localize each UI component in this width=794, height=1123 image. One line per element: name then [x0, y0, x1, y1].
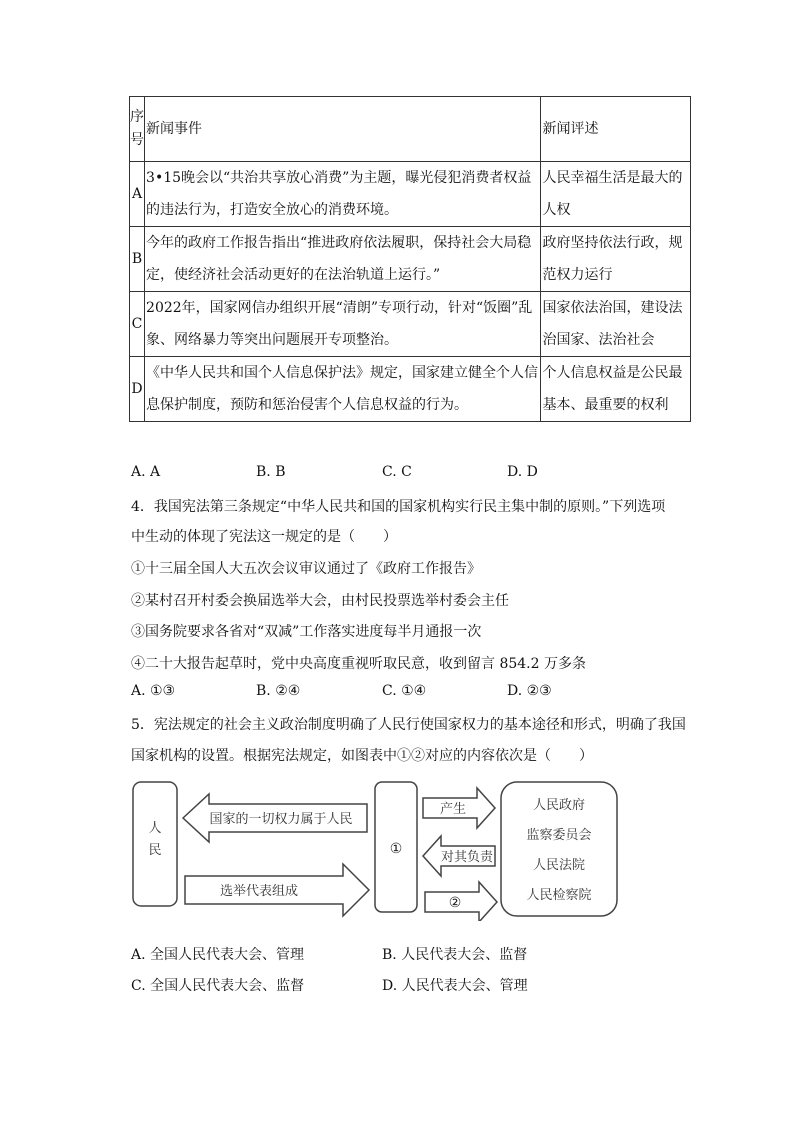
q5-option-a[interactable]: A. 全国人民代表大会、管理 [131, 947, 305, 963]
table-header-row [130, 97, 691, 162]
q4-option-c[interactable]: C. ①④ [382, 683, 427, 699]
organ-procuratorate: 人民检察院 [526, 888, 592, 903]
row-comment: 个人信息权益是公民最基本、最重要的权利 [541, 357, 691, 422]
row-seq: A [130, 162, 145, 227]
q3-option-a[interactable]: A. A [131, 464, 161, 480]
header-comment: 新闻评述 [541, 97, 691, 162]
table-row [130, 292, 691, 357]
diagram-svg [131, 776, 621, 921]
q3-option-d[interactable]: D. D [507, 464, 538, 480]
q5-stem-line1: 5．宪法规定的社会主义政治制度明确了人民行使国家权力的基本途径和形式，明确了我国 [131, 717, 686, 733]
q4-option-a[interactable]: A. ①③ [131, 683, 176, 699]
state-organs-diagram [131, 776, 621, 921]
table-row [130, 357, 691, 422]
responsible-label: 对其负责 [440, 850, 494, 865]
q4-option-b[interactable]: B. ②④ [256, 683, 301, 699]
q4-item-1: ①十三届全国人大五次会议审议通过了《政府工作报告》 [131, 561, 481, 577]
people-label-char2: 民 [148, 843, 162, 858]
q5-option-b[interactable]: B. 人民代表大会、监督 [382, 947, 528, 963]
row-seq: C [130, 292, 145, 357]
row-event: 3•15晚会以“共治共享放心消费”为主题，曝光侵犯消费者权益的违法行为，打造安全放心的消费环境。 [145, 162, 541, 227]
q4-item-3: ③国务院要求各省对“双减”工作落实进度每半月通报一次 [131, 624, 482, 640]
q4-stem-line2: 中生动的体现了宪法这一规定的是（ ） [131, 529, 397, 545]
organ-government: 人民政府 [532, 798, 586, 813]
q5-stem-line2: 国家机构的设置。根据宪法规定，如图表中①②对应的内容依次是（ ） [131, 748, 593, 764]
news-table [129, 96, 691, 422]
row-event: 今年的政府工作报告指出“推进政府依法履职，保持社会大局稳定，使经济社会活动更好的在法治轨道上运行。” [145, 227, 541, 292]
q3-option-b[interactable]: B. B [256, 464, 286, 480]
q4-option-d[interactable]: D. ②③ [507, 683, 552, 699]
q4-item-2: ②某村召开村委会换届选举大会，由村民投票选举村委会主任 [131, 593, 509, 609]
organ-supervisory-commission: 监察委员会 [526, 828, 592, 843]
people-label-char1: 人 [148, 821, 162, 836]
header-seq: 序号 [130, 97, 145, 162]
table-row [130, 162, 691, 227]
row-comment: 国家依法治国，建设法治国家、法治社会 [541, 292, 691, 357]
q4-item-4: ④二十大报告起草时，党中央高度重视听取民意，收到留言 854.2 万多条 [131, 656, 586, 672]
q5-option-c[interactable]: C. 全国人民代表大会、监督 [131, 978, 305, 994]
row-event: 2022年，国家网信办组织开展“清朗”专项行动，针对“饭圈”乱象、网络暴力等突出问题展开专项整治。 [145, 292, 541, 357]
produce-label: 产生 [439, 802, 467, 817]
row-comment: 政府坚持依法行政，规范权力运行 [541, 227, 691, 292]
q3-option-c[interactable]: C. C [382, 464, 412, 480]
row-seq: B [130, 227, 145, 292]
table-row [130, 227, 691, 292]
box-2-label: ② [448, 895, 462, 911]
q5-option-d[interactable]: D. 人民代表大会、管理 [382, 978, 528, 994]
elect-arrow-label: 选举代表组成 [219, 884, 299, 899]
row-comment: 人民幸福生活是最大的人权 [541, 162, 691, 227]
organ-court: 人民法院 [532, 858, 586, 873]
row-event: 《中华人民共和国个人信息保护法》规定，国家建立健全个人信息保护制度，预防和惩治侵害个人信息权益的行为。 [145, 357, 541, 422]
power-arrow-label: 国家的一切权力属于人民 [209, 812, 353, 827]
box-1-label: ① [389, 841, 403, 857]
q4-stem-line1: 4．我国宪法第三条规定“中华人民共和国的国家机构实行民主集中制的原则。”下列选项 [131, 499, 666, 515]
row-seq: D [130, 357, 145, 422]
header-event: 新闻事件 [145, 97, 541, 162]
